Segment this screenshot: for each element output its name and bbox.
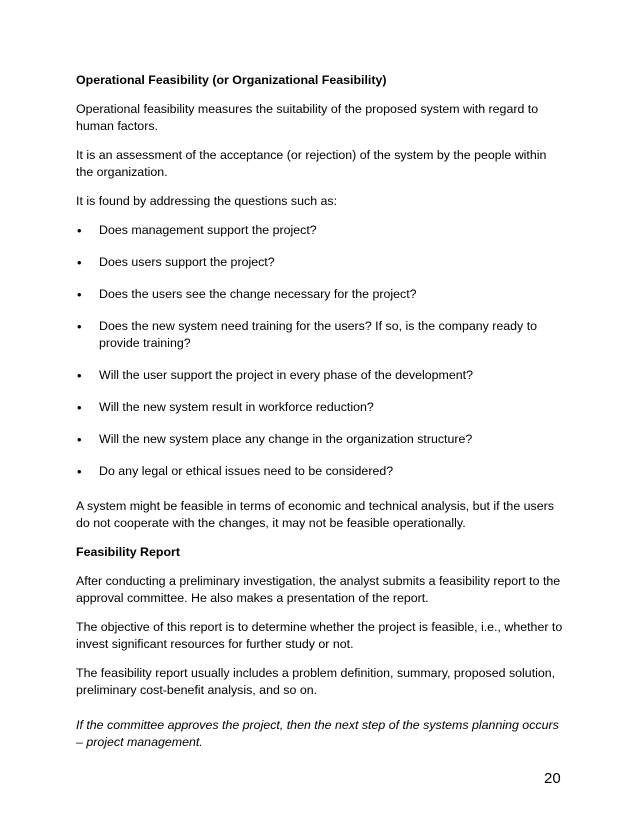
question-text: Will the new system place any change in the organization structure? — [99, 432, 473, 446]
question-text: Does the users see the change necessary for the project? — [99, 287, 417, 301]
section-heading-operational-feasibility: Operational Feasibility (or Organizational Feasibility) — [76, 73, 387, 87]
paragraph-operational-conclusion: A system might be feasible in terms of economic and technical analysis, but if the users do not cooperate with the changes, it may not be feasible operationally. — [76, 499, 554, 530]
question-list-item — [76, 431, 566, 448]
document-page — [76, 72, 566, 763]
question-list-item — [76, 286, 566, 303]
question-text: Do any legal or ethical issues need to be considered? — [99, 464, 394, 478]
paragraph-questions-intro: It is found by addressing the questions such as: — [76, 194, 338, 208]
bullet-icon: • — [77, 287, 82, 302]
question-list-item — [76, 254, 566, 271]
question-list-item — [76, 318, 566, 352]
question-list-item — [76, 222, 566, 239]
paragraph-report-objective: The objective of this report is to determine whether the project is feasible, i.e., whether to invest significant resources for further study or not. — [76, 620, 563, 651]
bullet-icon: • — [77, 400, 82, 415]
question-text: Does users support the project? — [99, 255, 275, 269]
bullet-icon: • — [77, 255, 82, 270]
section-heading-feasibility-report: Feasibility Report — [76, 545, 180, 559]
question-list-item — [76, 367, 566, 384]
paragraph-report-contents: The feasibility report usually includes a problem definition, summary, proposed solution, preliminary cost-benefit analysis, and so on. — [76, 666, 556, 697]
question-list — [76, 222, 566, 480]
question-text: Will the new system result in workforce reduction? — [99, 400, 374, 414]
question-text: Does management support the project? — [99, 223, 317, 237]
question-text: Will the user support the project in every phase of the development? — [99, 368, 473, 382]
bullet-icon: • — [77, 464, 82, 479]
bullet-icon: • — [77, 223, 82, 238]
question-list-item — [76, 463, 566, 480]
question-list-item — [76, 399, 566, 416]
page-number: 20 — [544, 770, 561, 787]
question-text: Does the new system need training for the users? If so, is the company ready to provide training? — [99, 319, 538, 350]
paragraph-next-step-note: If the committee approves the project, then the next step of the systems planning occurs – project management. — [76, 718, 559, 749]
paragraph-assessment: It is an assessment of the acceptance (or rejection) of the system by the people within the organization. — [76, 148, 547, 179]
bullet-icon: • — [77, 432, 82, 447]
bullet-icon: • — [77, 368, 82, 383]
bullet-icon: • — [77, 319, 82, 334]
paragraph-definition: Operational feasibility measures the suitability of the proposed system with regard to human factors. — [76, 102, 539, 133]
paragraph-report-submission: After conducting a preliminary investigation, the analyst submits a feasibility report to the approval committee. He also makes a presentation of the report. — [76, 574, 561, 605]
